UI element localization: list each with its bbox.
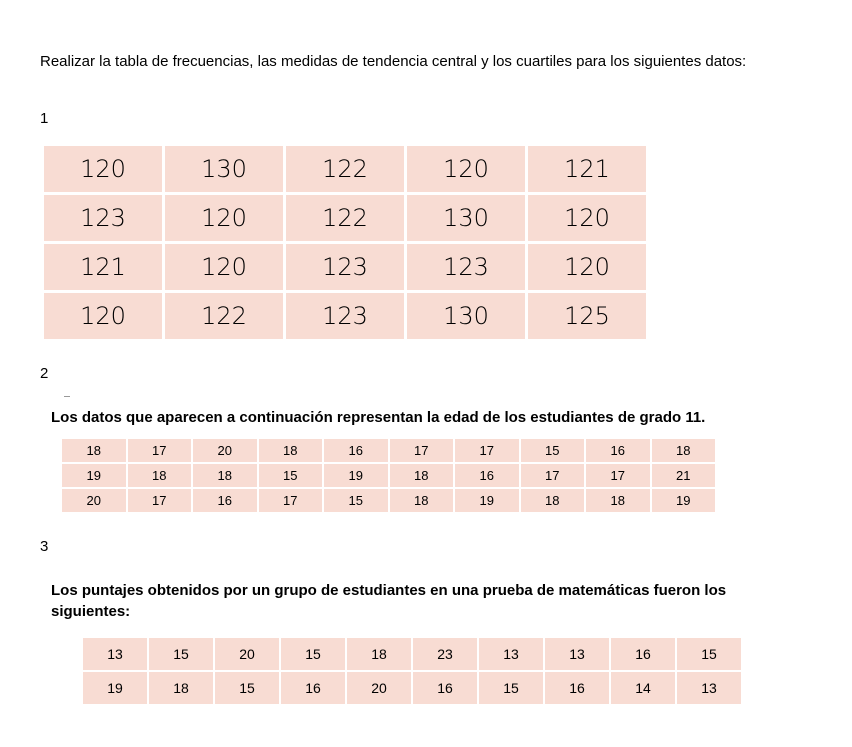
table-cell: 17 xyxy=(390,439,454,462)
table-cell: 20 xyxy=(347,672,411,704)
table-cell: 14 xyxy=(611,672,675,704)
table-cell: 17 xyxy=(128,489,192,512)
data-table-2 xyxy=(60,437,717,514)
table-cell: 13 xyxy=(479,638,543,670)
table-cell: 17 xyxy=(586,464,650,487)
table-cell: 20 xyxy=(215,638,279,670)
table-cell: 17 xyxy=(521,464,585,487)
table-cell: 21 xyxy=(652,464,716,487)
table-cell: 121 xyxy=(528,146,646,192)
table-cell: 120 xyxy=(528,244,646,290)
table-cell: 16 xyxy=(455,464,519,487)
decorative-dash xyxy=(64,396,70,397)
table-cell: 130 xyxy=(407,293,525,339)
table-cell: 17 xyxy=(259,489,323,512)
section-2-number: 2 xyxy=(40,365,49,382)
table-cell: 19 xyxy=(83,672,147,704)
table-cell: 16 xyxy=(281,672,345,704)
table-cell: 20 xyxy=(193,439,257,462)
table-cell: 122 xyxy=(286,195,404,241)
table-cell: 15 xyxy=(521,439,585,462)
table-cell: 130 xyxy=(407,195,525,241)
table-cell: 18 xyxy=(521,489,585,512)
table-cell: 18 xyxy=(347,638,411,670)
table-cell: 16 xyxy=(413,672,477,704)
table-cell: 16 xyxy=(193,489,257,512)
section-2-caption: Los datos que aparecen a continuación representan la edad de los estudiantes de grado 11. xyxy=(51,409,706,426)
table-cell: 123 xyxy=(44,195,162,241)
table-cell: 19 xyxy=(324,464,388,487)
table-cell: 20 xyxy=(62,489,126,512)
table-cell: 18 xyxy=(193,464,257,487)
table-cell: 18 xyxy=(259,439,323,462)
data-table-3 xyxy=(81,636,743,706)
table-row xyxy=(44,195,646,241)
section-3-caption: Los puntajes obtenidos por un grupo de estudiantes en una prueba de matemáticas fueron los siguientes: xyxy=(51,582,727,620)
table-cell: 16 xyxy=(611,638,675,670)
table-cell: 122 xyxy=(286,146,404,192)
table-row xyxy=(44,293,646,339)
table-cell: 15 xyxy=(215,672,279,704)
table-cell: 125 xyxy=(528,293,646,339)
table-cell: 18 xyxy=(128,464,192,487)
table-cell: 17 xyxy=(455,439,519,462)
table-cell: 15 xyxy=(324,489,388,512)
table-row xyxy=(62,489,715,512)
table-cell: 15 xyxy=(259,464,323,487)
table-cell: 16 xyxy=(545,672,609,704)
table-cell: 19 xyxy=(62,464,126,487)
table-row xyxy=(62,439,715,462)
section-1-number: 1 xyxy=(40,110,49,127)
instructions-text: Realizar la tabla de frecuencias, las medidas de tendencia central y los cuartiles para los siguientes datos: xyxy=(40,53,747,70)
table-row xyxy=(83,638,741,670)
table-cell: 15 xyxy=(677,638,741,670)
table-cell: 18 xyxy=(149,672,213,704)
table-cell: 120 xyxy=(407,146,525,192)
table-cell: 120 xyxy=(528,195,646,241)
table-cell: 18 xyxy=(390,489,454,512)
table-cell: 120 xyxy=(165,244,283,290)
table-row xyxy=(83,672,741,704)
table-cell: 15 xyxy=(479,672,543,704)
section-3-number: 3 xyxy=(40,538,49,555)
table-cell: 15 xyxy=(149,638,213,670)
table-cell: 121 xyxy=(44,244,162,290)
table-cell: 19 xyxy=(455,489,519,512)
table-cell: 18 xyxy=(652,439,716,462)
table-cell: 130 xyxy=(165,146,283,192)
table-row xyxy=(62,464,715,487)
table-cell: 18 xyxy=(390,464,454,487)
table-row xyxy=(44,244,646,290)
table-cell: 123 xyxy=(286,293,404,339)
table-cell: 13 xyxy=(83,638,147,670)
table-cell: 23 xyxy=(413,638,477,670)
table-cell: 15 xyxy=(281,638,345,670)
table-cell: 13 xyxy=(677,672,741,704)
table-cell: 120 xyxy=(44,293,162,339)
table-cell: 16 xyxy=(586,439,650,462)
table-cell: 123 xyxy=(286,244,404,290)
table-cell: 123 xyxy=(407,244,525,290)
table-cell: 16 xyxy=(324,439,388,462)
table-cell: 17 xyxy=(128,439,192,462)
table-cell: 122 xyxy=(165,293,283,339)
table-cell: 13 xyxy=(545,638,609,670)
table-cell: 19 xyxy=(652,489,716,512)
table-cell: 18 xyxy=(62,439,126,462)
table-row xyxy=(44,146,646,192)
table-cell: 120 xyxy=(44,146,162,192)
data-table-1 xyxy=(41,143,649,342)
table-cell: 18 xyxy=(586,489,650,512)
table-cell: 120 xyxy=(165,195,283,241)
